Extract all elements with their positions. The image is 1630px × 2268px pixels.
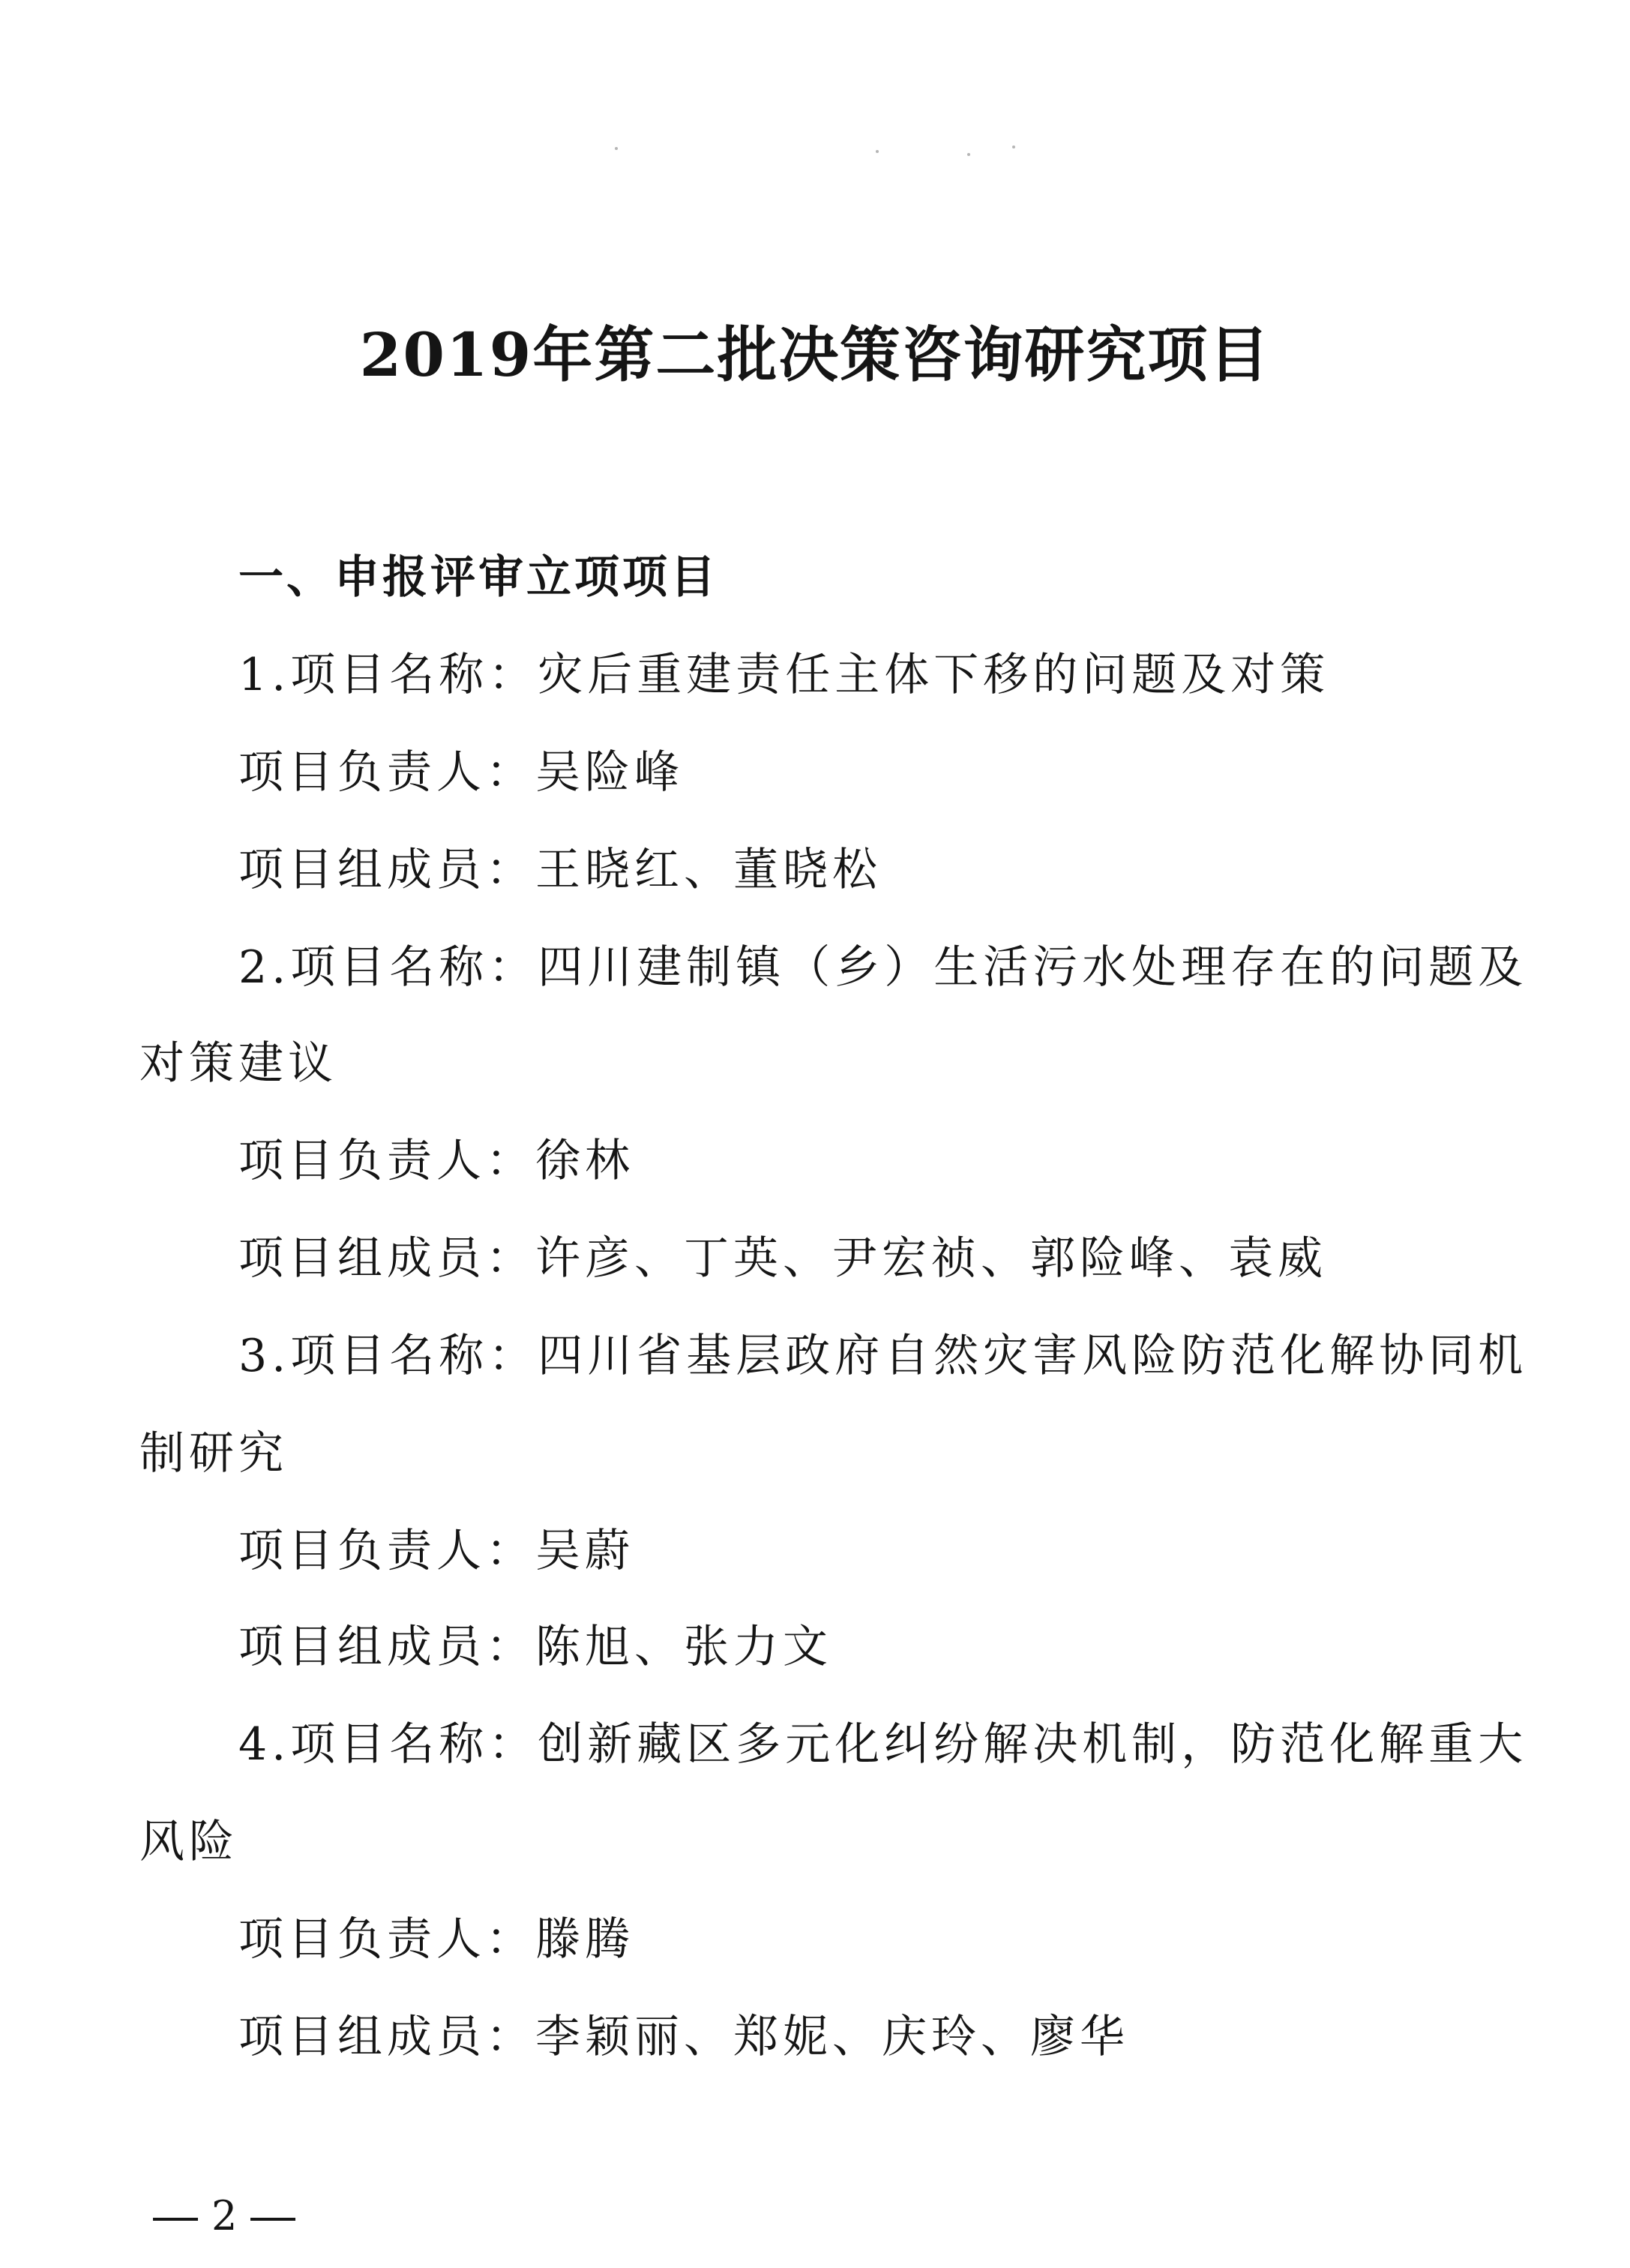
scan-speck <box>876 150 879 153</box>
project-4-name-continued: 风险 <box>139 1816 238 1868</box>
document-title: 2019年第二批决策咨询研究项目 <box>359 320 1271 390</box>
page-number-dash-right <box>250 2218 295 2221</box>
project-1-members: 项目组成员：王晓红、董晓松 <box>238 844 882 896</box>
project-3-name-continued: 制研究 <box>139 1427 288 1480</box>
project-3-name: 3.项目名称：四川省基层政府自然灾害风险防范化解协同机 <box>238 1330 1528 1382</box>
project-2-name-continued: 对策建议 <box>139 1037 337 1090</box>
page-number-value: 2 <box>211 2192 238 2240</box>
section-heading: 一、申报评审立项项目 <box>238 551 718 604</box>
project-2-members: 项目组成员：许彦、丁英、尹宏祯、郭险峰、袁威 <box>238 1232 1327 1285</box>
scan-speck <box>1012 146 1015 148</box>
project-4-leader: 项目负责人：滕腾 <box>238 1913 634 1966</box>
project-4-members: 项目组成员：李颖丽、郑妮、庆玲、廖华 <box>238 2011 1129 2063</box>
scan-speck <box>615 147 618 150</box>
project-2-leader: 项目负责人：徐林 <box>238 1135 634 1187</box>
project-3-members: 项目组成员：陈旭、张力文 <box>238 1621 832 1673</box>
page-number <box>139 2190 309 2242</box>
scan-speck <box>967 153 970 156</box>
project-2-name: 2.项目名称：四川建制镇（乡）生活污水处理存在的问题及 <box>238 941 1528 994</box>
project-1-name: 1.项目名称：灾后重建责任主体下移的问题及对策 <box>238 649 1330 701</box>
page-number-dash-left <box>153 2218 198 2221</box>
project-4-name: 4.项目名称：创新藏区多元化纠纷解决机制，防范化解重大 <box>238 1718 1528 1771</box>
project-1-leader: 项目负责人：吴险峰 <box>238 746 684 799</box>
project-3-leader: 项目负责人：吴蔚 <box>238 1525 634 1577</box>
